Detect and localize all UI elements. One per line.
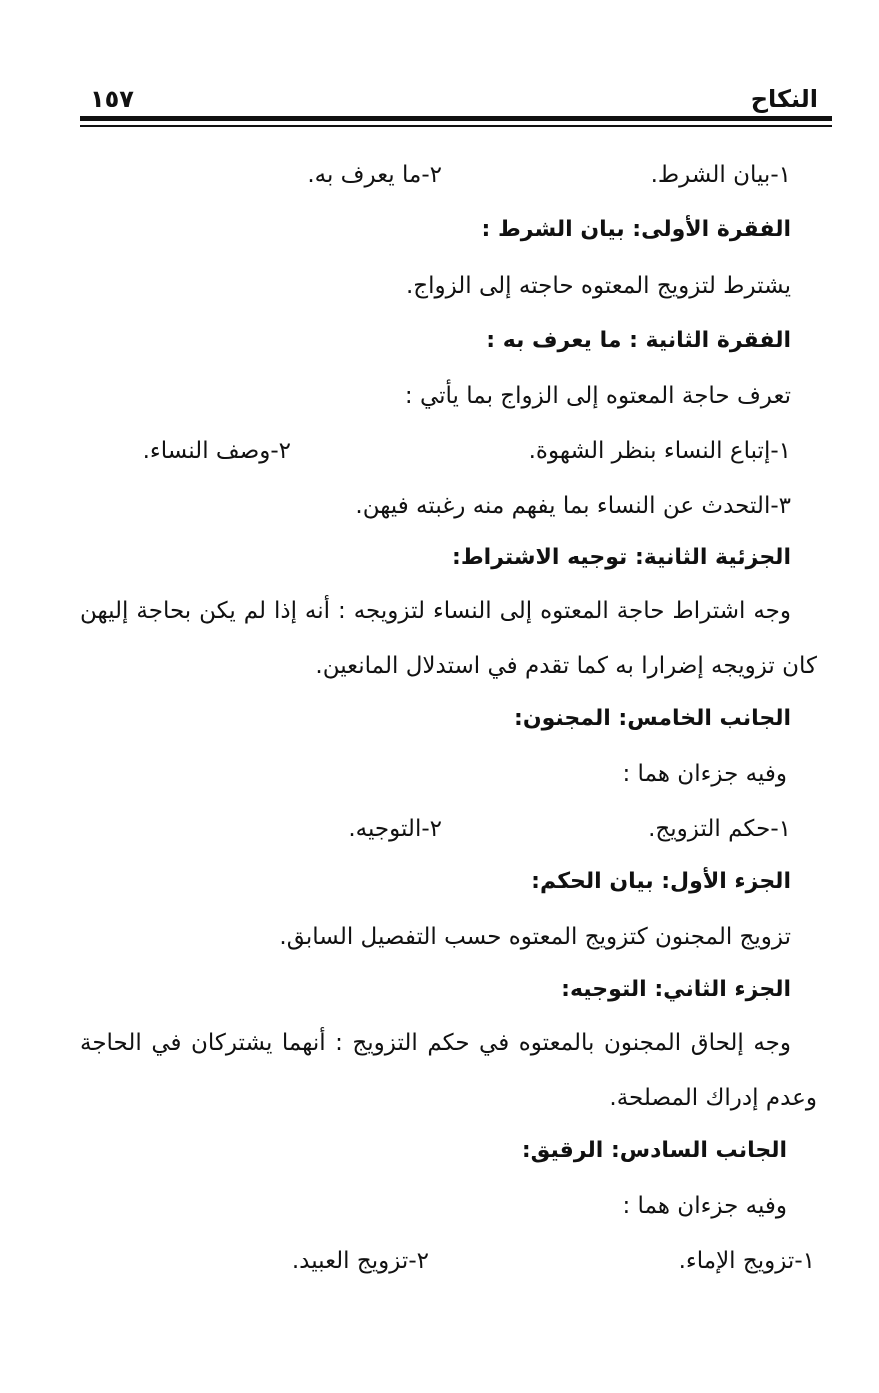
list-item: ١-حكم التزويج. bbox=[648, 816, 791, 842]
section-heading: الفقرة الثانية : ما يعرف به : bbox=[486, 328, 791, 353]
section-heading: الجانب الخامس: المجنون: bbox=[514, 706, 791, 731]
list-item: ٣-التحدث عن النساء بما يفهم منه رغبته فيهن. bbox=[355, 493, 791, 519]
section-heading: الجانب السادس: الرقيق: bbox=[521, 1138, 787, 1163]
header-rule-thick bbox=[80, 116, 832, 121]
list-item: ٢-تزويج العبيد. bbox=[291, 1248, 429, 1274]
paragraph-line: وجه إلحاق المجنون بالمعتوه في حكم التزويج : أنهما يشتركان في الحاجة bbox=[80, 1030, 791, 1056]
list-item: ١-إتباع النساء بنظر الشهوة. bbox=[528, 438, 791, 464]
list-item: ١-بيان الشرط. bbox=[650, 162, 791, 188]
paragraph-line: كان تزويجه إضرارا به كما تقدم في استدلال المانعين. bbox=[315, 653, 817, 679]
page-number: ١٥٧ bbox=[90, 85, 134, 113]
section-heading: الفقرة الأولى: بيان الشرط : bbox=[481, 217, 791, 242]
paragraph-line: وجه اشتراط حاجة المعتوه إلى النساء لتزويجه : أنه إذا لم يكن بحاجة إليهن bbox=[80, 598, 791, 624]
running-title: النكاح bbox=[750, 85, 818, 113]
paragraph-line: تعرف حاجة المعتوه إلى الزواج بما يأتي : bbox=[404, 383, 791, 409]
list-item: ١-تزويج الإماء. bbox=[678, 1248, 815, 1274]
section-heading: الجزئية الثانية: توجيه الاشتراط: bbox=[452, 545, 791, 570]
list-item: ٢-ما يعرف به. bbox=[307, 162, 442, 188]
section-heading: الجزء الثاني: التوجيه: bbox=[561, 977, 791, 1002]
paragraph-line: وعدم إدراك المصلحة. bbox=[609, 1085, 817, 1111]
section-heading: الجزء الأول: بيان الحكم: bbox=[531, 869, 791, 894]
header-rule-thin bbox=[80, 125, 832, 127]
list-item: ٢-وصف النساء. bbox=[142, 438, 291, 464]
list-item: ٢-التوجيه. bbox=[348, 816, 442, 842]
paragraph-line: وفيه جزءان هما : bbox=[622, 761, 787, 787]
paragraph-line: يشترط لتزويج المعتوه حاجته إلى الزواج. bbox=[405, 273, 791, 299]
paragraph-line: وفيه جزءان هما : bbox=[622, 1193, 787, 1219]
paragraph-line: تزويج المجنون كتزويج المعتوه حسب التفصيل السابق. bbox=[279, 924, 791, 950]
